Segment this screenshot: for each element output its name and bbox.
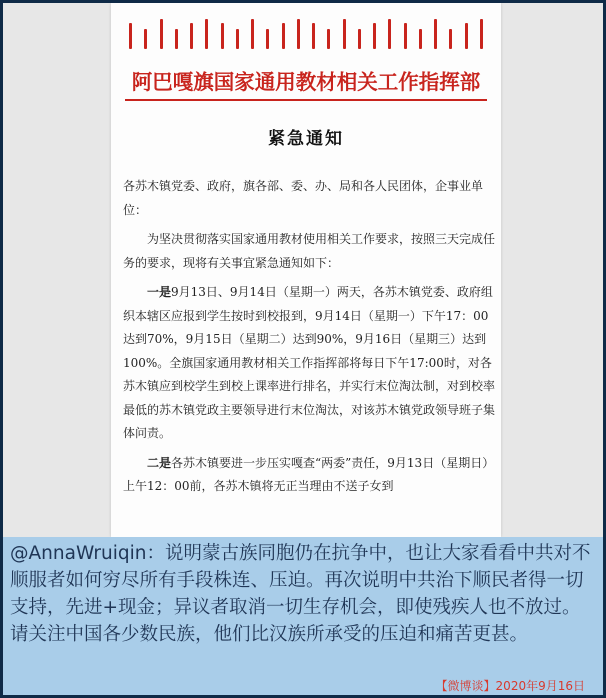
notice-paper — [111, 3, 501, 537]
notice-paragraph-1: 各苏木镇党委、政府，旗各部、委、办、局和各人民团体，企事业单位： — [123, 179, 484, 217]
caption-body: ：说明蒙古族同胞仍在抗争中，也让大家看看中共对不顺服者如何穷尽所有手段株连、压迫。再次说明中共治下顺民者得一切支持，先进+现金；异议者取消一切生存机会，即使残疾人也不放过。请关注中国各少数民族，他们比汉族所承受的压迫和痛苦更甚。 — [10, 543, 591, 645]
source-date: 【微博谈】2020年9月16日 — [435, 679, 585, 693]
lead-first: 一是 — [147, 285, 172, 299]
footer-bar — [3, 675, 603, 695]
notice-paragraph-3 — [123, 281, 495, 446]
author-handle[interactable]: @AnnaWruiqin — [10, 543, 147, 564]
document-image — [3, 3, 603, 537]
caption-panel — [3, 537, 603, 675]
notice-paragraph-4-text: 各苏木镇要进一步压实嘎查“两委”责任，9月13日（星期日）上午12：00前，各苏木镇将无正当理由不送子女到 — [123, 455, 495, 493]
mongolian-script-header — [129, 19, 483, 59]
caption-text — [10, 540, 598, 648]
notice-paragraph-4 — [123, 452, 495, 499]
lead-second: 二是 — [147, 455, 172, 470]
notice-paragraph-3-text: 9月13日、9月14日（星期一）两天，各苏木镇党委、政府组织本辖区应报到学生按时到校报到，9月14日（星期一）下午17：00达到70%，9月15日（星期二）达到90%，9月16日（星期三）达到100%。全旗国家通用教材相关工作指挥部将每日下午17:00时，对各苏木镇应到校学生到校上课率进行排名，并实行末位淘汰制，对到校率最低的苏木镇党政主要领导进行末位淘汰，对该苏木镇党政领导班子集体问责。 — [123, 285, 496, 440]
red-divider — [125, 99, 487, 101]
notice-body — [123, 175, 495, 505]
issuer-title: 阿巴嘎旗国家通用教材相关工作指挥部 — [131, 70, 481, 94]
notice-title: 紧急通知 — [268, 129, 344, 149]
notice-paragraph-2: 为坚决贯彻落实国家通用教材使用相关工作要求，按照三天完成任务的要求，现将有关事宜紧急通知如下： — [123, 232, 496, 270]
